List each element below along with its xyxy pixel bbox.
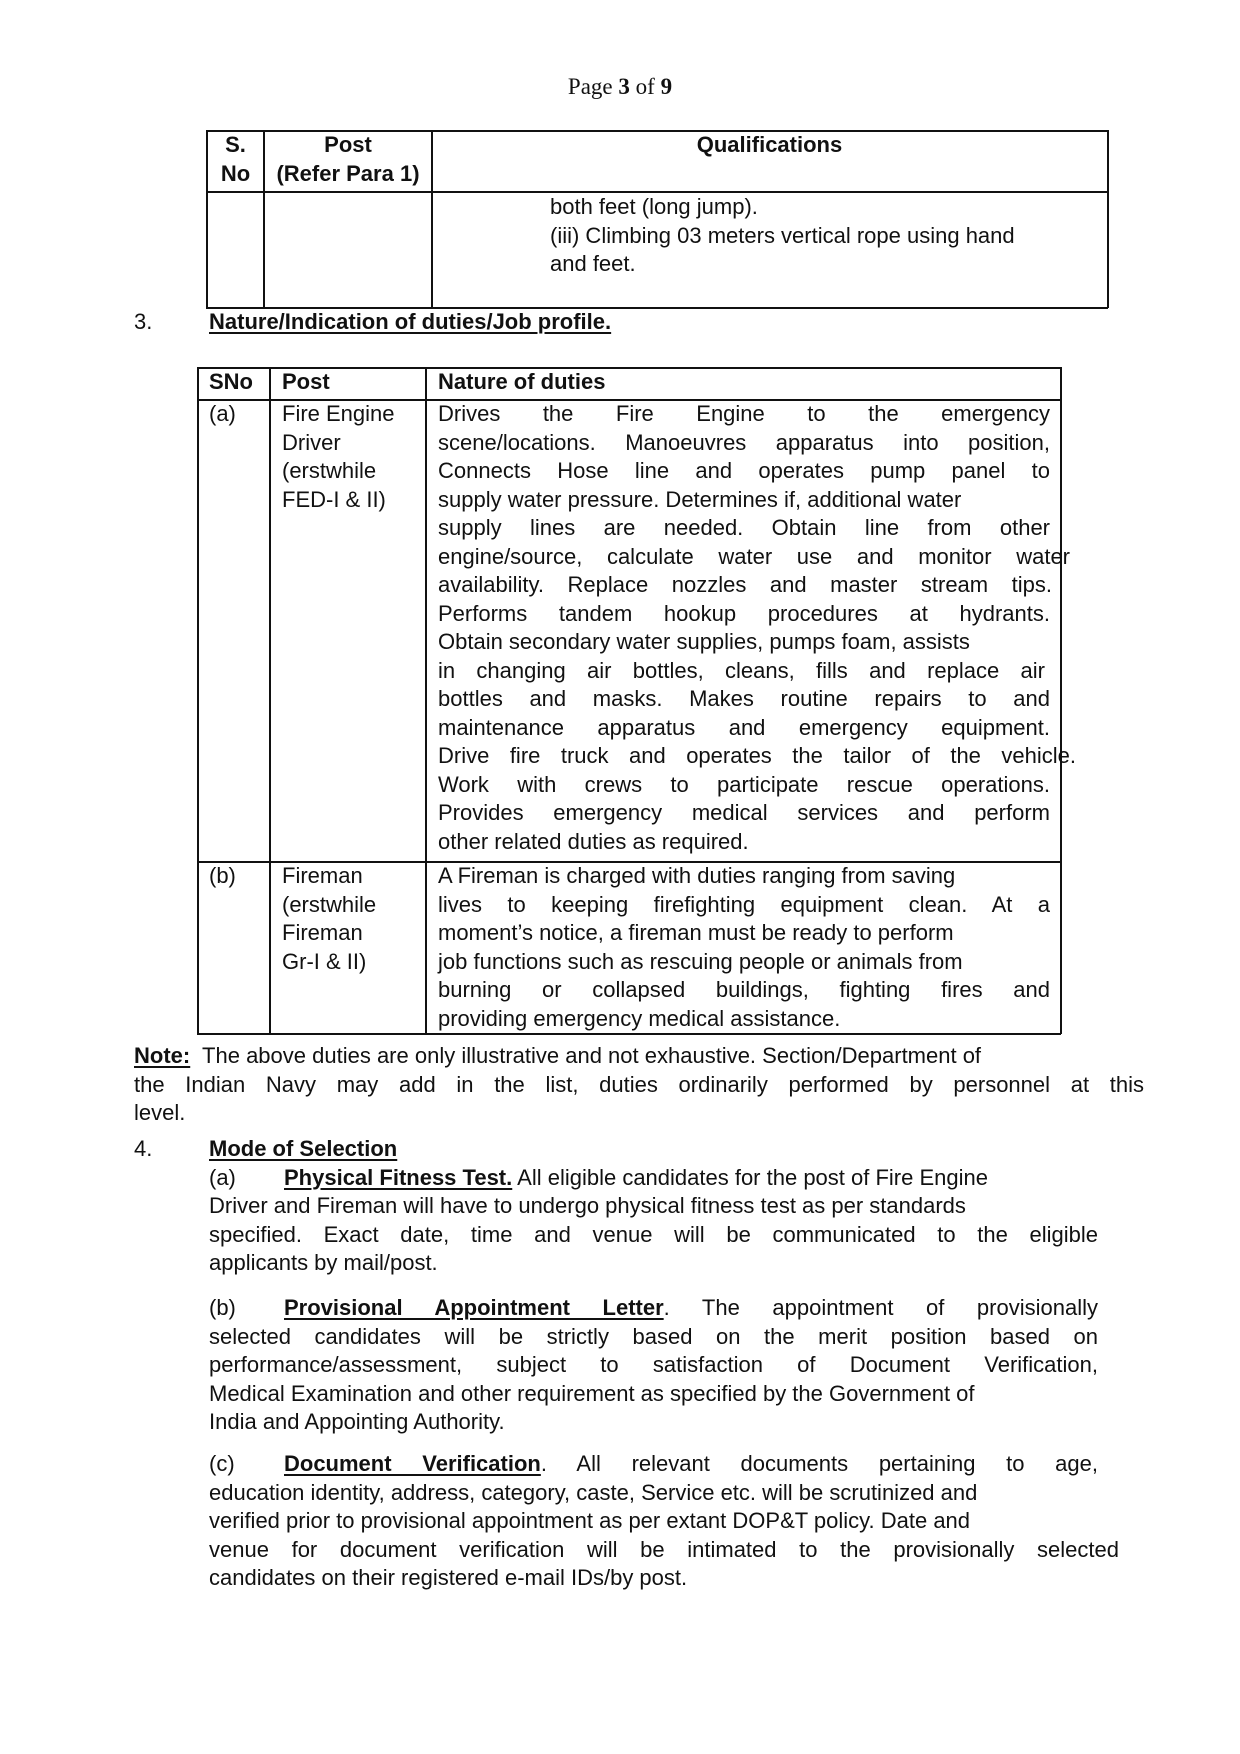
row-post-line: (erstwhile <box>282 891 377 917</box>
page-number <box>0 74 1240 100</box>
header-sno-line1: S. <box>225 132 246 157</box>
item-text: . All relevant documents pertaining to age, <box>540 1451 1098 1476</box>
note-text: The above duties are only illustrative and not exhaustive. Section/Department of <box>190 1043 982 1068</box>
header-sno: SNo <box>209 369 253 394</box>
item-text: education identity, address, category, caste, Service etc. will be scrutinized and <box>209 1479 978 1505</box>
item-first-line <box>284 1450 1098 1478</box>
duty-line: bottles and masks. Makes routine repairs to and <box>438 686 1050 711</box>
row-sno: (b) <box>209 863 236 888</box>
header-duties: Nature of duties <box>438 369 606 394</box>
section3-heading: Nature/Indication of duties/Job profile. <box>209 309 612 334</box>
item-title: Physical Fitness Test. <box>284 1164 513 1190</box>
duty-line: lives to keeping firefighting equipment clean. At a <box>438 891 1050 917</box>
item-text: verified prior to provisional appointment as per extant DOP&T policy. Date and <box>209 1508 971 1533</box>
note-text: the Indian Navy may add in the list, duties ordinarily performed by personnel at this <box>134 1071 1144 1097</box>
item-text: candidates on their registered e-mail IDs/by post. <box>209 1565 688 1590</box>
duty-line: burning or collapsed buildings, fighting fires and <box>438 977 1050 1002</box>
item-text: applicants by mail/post. <box>209 1250 438 1275</box>
duty-line: Obtain secondary water supplies, pumps foam, assists <box>438 629 970 654</box>
duty-line: providing emergency medical assistance. <box>438 1005 841 1031</box>
row-post-line: Driver <box>282 429 341 455</box>
section4-heading: Mode of Selection <box>209 1136 398 1161</box>
header-sno-line2: No <box>220 161 251 186</box>
row-post-line: (erstwhile <box>282 458 377 483</box>
duty-line: moment’s notice, a fireman must be ready to perform <box>438 920 954 945</box>
qualification-line: and feet. <box>550 251 636 276</box>
section3-number: 3. <box>134 309 153 334</box>
page-total: 9 <box>660 74 673 99</box>
item-text: Driver and Fireman will have to undergo physical fitness test as per standards <box>209 1193 966 1218</box>
header-qualifications: Qualifications <box>696 132 843 157</box>
row-post-line: Fire Engine <box>282 401 395 426</box>
duty-line: availability. Replace nozzles and master stream tips. <box>438 572 1052 597</box>
duty-line: Work with crews to participate rescue operations. <box>438 771 1050 797</box>
page-prefix: Page <box>567 74 619 99</box>
item-title: Document Verification <box>284 1451 541 1476</box>
note-text: level. <box>134 1100 186 1125</box>
page-current: 3 <box>618 74 630 99</box>
duty-line: scene/locations. Manoeuvres apparatus into position, <box>438 429 1050 455</box>
table-border <box>1107 130 1109 308</box>
item-text: Medical Examination and other requirement as specified by the Government of <box>209 1380 975 1406</box>
qualification-line: (iii) Climbing 03 meters vertical rope using hand <box>550 223 1015 248</box>
qualification-line: both feet (long jump). <box>550 194 758 219</box>
section4-number: 4. <box>134 1136 153 1161</box>
duty-line: Provides emergency medical services and perform <box>438 800 1050 825</box>
note-label: Note: <box>134 1043 191 1068</box>
header-post: Post <box>282 369 330 394</box>
header-post-line2: (Refer Para 1) <box>276 161 420 186</box>
item-title: Provisional Appointment Letter <box>284 1295 664 1320</box>
table-border <box>425 367 427 1034</box>
item-marker: (b) <box>209 1295 236 1320</box>
duty-line: Connects Hose line and operates pump panel to <box>438 458 1050 483</box>
item-text: India and Appointing Authority. <box>209 1409 505 1434</box>
item-text: . The appointment of provisionally <box>663 1295 1098 1320</box>
row-post-line: FED-I & II) <box>282 486 386 512</box>
row-sno: (a) <box>209 401 236 426</box>
row-post-line: Gr-I & II) <box>282 948 367 974</box>
duty-line: supply lines are needed. Obtain line from other <box>438 515 1050 540</box>
duty-line: engine/source, calculate water use and monitor water <box>438 543 1070 569</box>
item-text: selected candidates will be strictly based on the merit position based on <box>209 1323 1098 1349</box>
duty-line: maintenance apparatus and emergency equipment. <box>438 714 1050 740</box>
duty-line: in changing air bottles, cleans, fills and replace air <box>438 657 1045 683</box>
item-text: specified. Exact date, time and venue will be communicated to the eligible <box>209 1221 1098 1247</box>
table-border <box>197 367 199 1034</box>
duty-line: A Fireman is charged with duties ranging from saving <box>438 863 956 888</box>
item-text: performance/assessment, subject to satisfaction of Document Verification, <box>209 1352 1098 1377</box>
item-text: All eligible candidates for the post of Fire Engine <box>512 1164 988 1190</box>
duty-line: Drives the Fire Engine to the emergency <box>438 401 1050 426</box>
table-border <box>197 1033 1061 1035</box>
item-first-line <box>284 1294 1098 1322</box>
duty-line: Drive fire truck and operates the tailor of the vehicle. <box>438 743 1076 768</box>
duty-line: Performs tandem hookup procedures at hydrants. <box>438 600 1050 626</box>
item-marker: (c) <box>209 1451 235 1476</box>
table-border <box>1060 367 1062 1034</box>
duty-line: supply water pressure. Determines if, additional water <box>438 486 962 512</box>
item-text: venue for document verification will be intimated to the provisionally selected <box>209 1536 1119 1562</box>
page-middle: of <box>629 74 661 99</box>
item-marker: (a) <box>209 1164 236 1190</box>
header-post-line1: Post <box>324 132 372 157</box>
duty-line: job functions such as rescuing people or animals from <box>438 948 963 974</box>
table-border <box>269 367 271 1034</box>
duty-line: other related duties as required. <box>438 828 749 854</box>
row-post-line: Fireman <box>282 920 363 945</box>
row-post-line: Fireman <box>282 863 363 888</box>
